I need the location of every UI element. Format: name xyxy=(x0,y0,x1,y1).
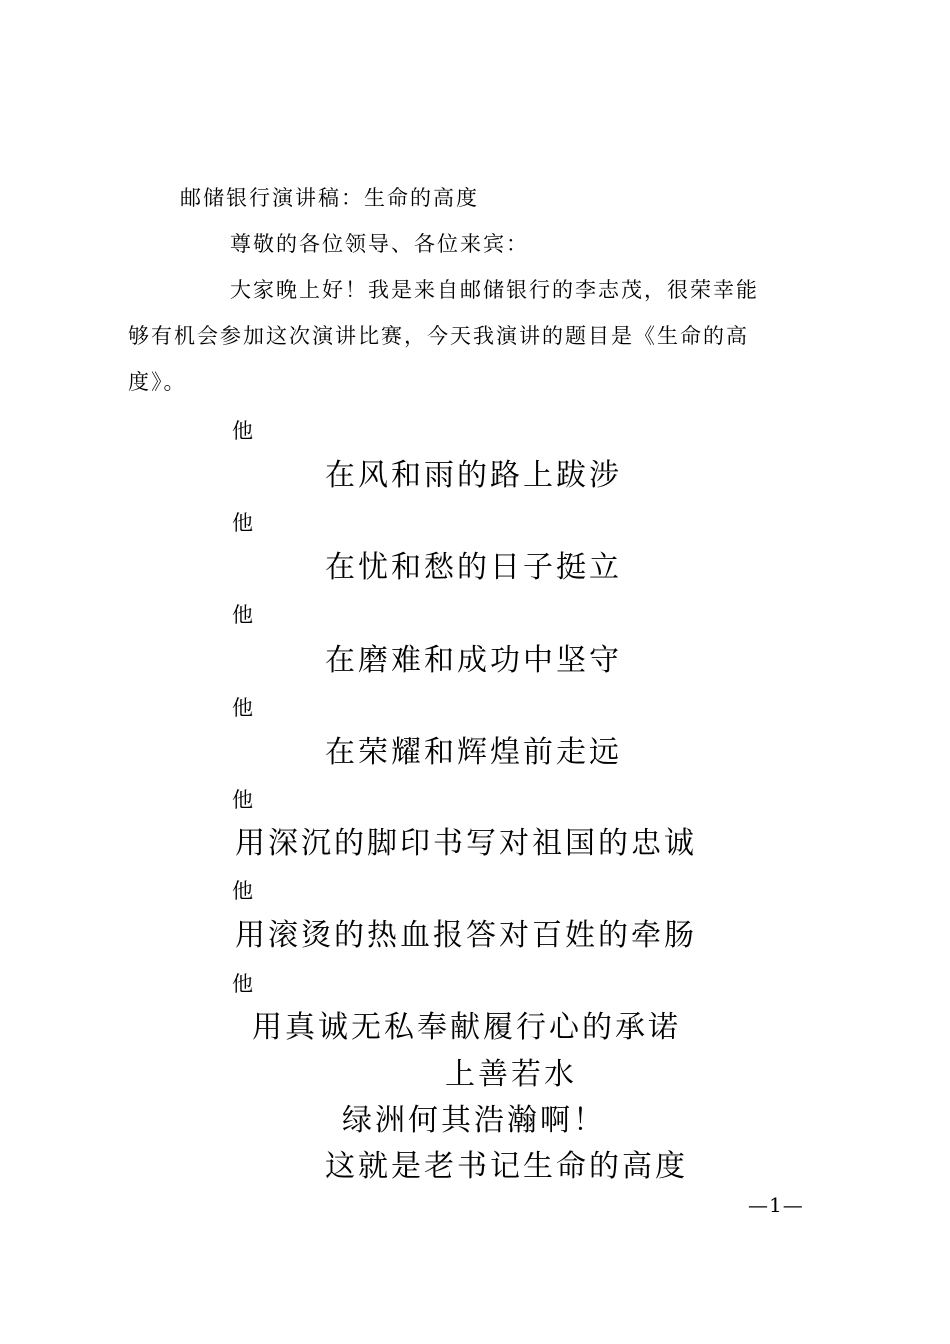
intro-line-3: 度》。 xyxy=(128,370,187,394)
poem-line: 用深沉的脚印书写对祖国的忠诚 xyxy=(235,826,697,861)
poem-he: 他 xyxy=(232,788,253,812)
closing-line: 绿洲何其浩瀚啊！ xyxy=(342,1103,606,1138)
closing-line: 上善若水 xyxy=(445,1057,577,1092)
document-title: 邮储银行演讲稿：生命的高度 xyxy=(180,186,479,210)
poem-he: 他 xyxy=(232,603,253,627)
poem-line: 在忧和愁的日子挺立 xyxy=(325,550,622,585)
poem-he: 他 xyxy=(232,696,253,720)
page-number: —1— xyxy=(748,1193,804,1217)
greeting: 尊敬的各位领导、各位来宾： xyxy=(230,232,529,256)
poem-line: 在风和雨的路上跋涉 xyxy=(325,458,622,493)
poem-he: 他 xyxy=(232,511,253,535)
poem-line: 用滚烫的热血报答对百姓的牵肠 xyxy=(235,918,697,953)
poem-line: 用真诚无私奉献履行心的承诺 xyxy=(252,1010,681,1045)
poem-line: 在磨难和成功中坚守 xyxy=(325,643,622,678)
poem-he: 他 xyxy=(232,419,253,443)
poem-he: 他 xyxy=(232,879,253,903)
intro-line-1: 大家晚上好！我是来自邮储银行的李志茂，很荣幸能 xyxy=(230,278,759,302)
closing-line: 这就是老书记生命的高度 xyxy=(325,1149,688,1184)
poem-he: 他 xyxy=(232,972,253,996)
intro-line-2: 够有机会参加这次演讲比赛，今天我演讲的题目是《生命的高 xyxy=(128,324,749,348)
poem-line: 在荣耀和辉煌前走远 xyxy=(325,735,622,770)
